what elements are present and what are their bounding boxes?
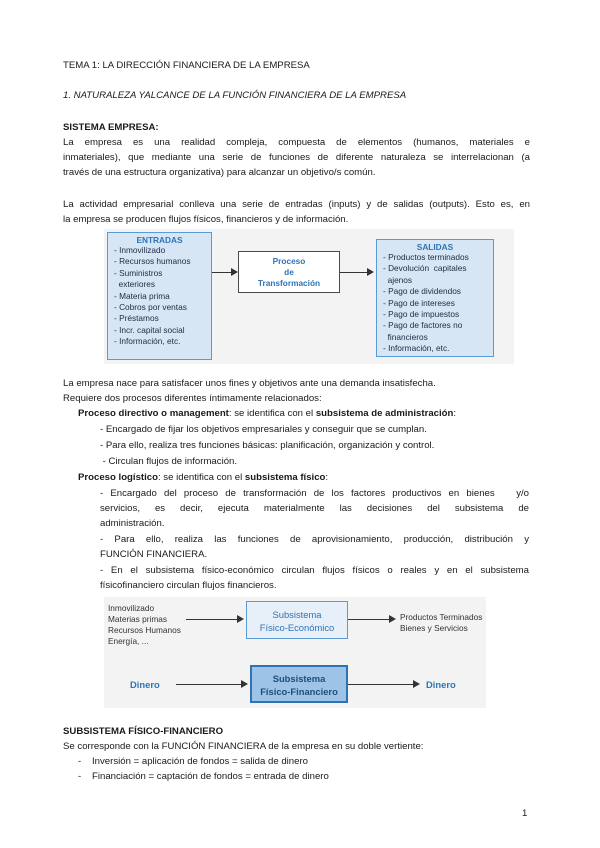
salidas-box — [376, 239, 494, 357]
document-title: TEMA 1: LA DIRECCIÓN FINANCIERA DE LA EMPRESA — [63, 60, 310, 71]
arrow-right-icon — [367, 268, 374, 276]
text-run: : — [453, 408, 457, 419]
entradas-title: ENTRADAS — [136, 235, 183, 245]
dinero-out-label: Dinero — [426, 679, 456, 690]
entradas-item: - Materia prima — [114, 290, 170, 301]
entradas-item: - Préstamos — [114, 313, 159, 324]
list-item: servicios, es decir, ejecuta materialmente las decisiones del subsistema de — [100, 503, 529, 514]
entradas-item: - Suministros — [114, 267, 163, 278]
bullet-dash: - — [78, 771, 82, 782]
entradas-item: - Incr. capital social — [114, 324, 185, 335]
list-item: Inversión = aplicación de fondos = salida de dinero — [92, 756, 309, 767]
input-item: Energía, ... — [108, 636, 149, 646]
entradas-item: exteriores — [114, 279, 156, 290]
list-item: - Encargado del proceso de transformación de los factores productivos en bienes y/o — [100, 488, 529, 499]
arrow-right-icon — [241, 680, 248, 688]
list-item: administración. — [100, 518, 165, 529]
salidas-item: financieros — [383, 331, 428, 342]
salidas-item: - Pago de dividendos — [383, 286, 461, 297]
arrow-line — [340, 272, 368, 273]
entradas-item: - Cobros por ventas — [114, 302, 187, 313]
entradas-box — [107, 232, 212, 360]
sistema-heading: SISTEMA EMPRESA: — [63, 122, 159, 133]
box-label: Físico-Financiero — [260, 686, 338, 697]
proceso-logistico-line — [78, 471, 328, 484]
text-run: : se identifica con el — [157, 472, 245, 483]
outputs-list — [400, 612, 482, 634]
section-heading: 1. NATURALEZA YALCANCE DE LA FUNCIÓN FINANCIERA DE LA EMPRESA — [63, 90, 407, 101]
arrow-line — [212, 272, 232, 273]
paragraph-line: inmateriales), que mediante una serie de funciones de diferente naturaleza se interrelacionan (a — [63, 152, 530, 163]
input-item: Inmovilizado — [108, 603, 155, 613]
subsistema-fisico-economico-box — [246, 601, 348, 639]
paragraph-line: La empresa es una realidad compleja, compuesta de elementos (humanos, materiales e — [63, 137, 530, 148]
arrow-right-icon — [231, 268, 238, 276]
text-run: : — [325, 472, 329, 483]
subsistema-heading: SUBSISTEMA FÍSICO-FINANCIERO — [63, 726, 224, 737]
arrow-line — [348, 619, 390, 620]
arrow-line — [176, 684, 242, 685]
subsistema-fisico-label: subsistema físico — [244, 472, 326, 483]
box-label: Físico-Económico — [259, 622, 335, 633]
list-item: - Circulan flujos de información. — [100, 456, 238, 467]
salidas-item: - Devolución capitales — [383, 263, 467, 274]
list-item: Financiación = captación de fondos = entrada de dinero — [92, 771, 329, 782]
salidas-item: - Pago de factores no — [383, 320, 463, 331]
list-item: físicofinanciero circulan flujos financieros. — [100, 580, 277, 591]
salidas-item: - Pago de impuestos — [383, 309, 460, 320]
list-item: - Para ello, realiza tres funciones básicas: planificación, organización y control. — [100, 440, 435, 451]
inputs-list — [108, 603, 181, 647]
input-item: Materias primas — [108, 614, 168, 624]
arrow-line — [348, 684, 414, 685]
proceso-label: Proceso — [272, 256, 306, 266]
proceso-label: de — [284, 267, 294, 277]
entradas-item: - Inmovilizado — [114, 245, 166, 255]
text-run: : se identifica con el — [228, 408, 316, 419]
dinero-in-label: Dinero — [130, 679, 160, 690]
list-item: - Para ello, realiza las funciones de aprovisionamiento, producción, distribución y — [100, 534, 529, 545]
salidas-item: ajenos — [383, 274, 413, 285]
proceso-logistico-label: Proceso logístico — [78, 472, 158, 483]
output-item: Productos Terminados — [400, 612, 483, 622]
salidas-item: - Productos terminados — [383, 252, 469, 262]
subsistema-administracion-label: subsistema de administración — [315, 408, 454, 419]
input-output-diagram — [104, 229, 514, 364]
paragraph-line: La empresa nace para satisfacer unos fines y objetivos ante una demanda insatisfecha. — [63, 378, 436, 389]
box-label: Subsistema — [272, 609, 322, 620]
entradas-item: - Información, etc. — [114, 336, 181, 347]
arrow-line — [186, 619, 238, 620]
proceso-directivo-label: Proceso directivo o management — [78, 408, 229, 419]
paragraph-line: Requiere dos procesos diferentes íntimamente relacionados: — [63, 393, 322, 404]
paragraph-line: Se corresponde con la FUNCIÓN FINANCIERA de la empresa en su doble vertiente: — [63, 741, 424, 752]
output-item: Bienes y Servicios — [400, 623, 468, 633]
list-item: - Encargado de fijar los objetivos empresariales y conseguir que se cumplan. — [100, 424, 427, 435]
box-label: Subsistema — [272, 673, 326, 684]
page-number: 1 — [522, 808, 528, 819]
salidas-title: SALIDAS — [416, 242, 454, 252]
paragraph-line: la empresa se producen flujos físicos, financieros y de información. — [63, 214, 349, 225]
proceso-label: Transformación — [257, 278, 321, 288]
proceso-directivo-line — [78, 407, 456, 420]
proceso-box — [238, 251, 340, 293]
list-item: - En el subsistema físico-económico circulan flujos físicos o reales y en el subsistema — [100, 565, 529, 576]
arrow-right-icon — [413, 680, 420, 688]
salidas-item: - Información, etc. — [383, 343, 450, 354]
input-item: Recursos Humanos — [108, 625, 181, 635]
arrow-right-icon — [389, 615, 396, 623]
list-item: FUNCIÓN FINANCIERA. — [100, 549, 208, 560]
subsistema-fisico-financiero-box — [250, 665, 348, 703]
salidas-item: - Pago de intereses — [383, 297, 455, 308]
paragraph-line: La actividad empresarial conlleva una serie de entradas (inputs) y de salidas (outputs). Esto es, en — [63, 199, 530, 210]
subsistemas-diagram — [104, 597, 486, 708]
paragraph-line: través de una estructura organizativa) para alcanzar un objetivo/s común. — [63, 167, 376, 178]
arrow-right-icon — [237, 615, 244, 623]
bullet-dash: - — [78, 756, 82, 767]
entradas-item: - Recursos humanos — [114, 256, 191, 267]
